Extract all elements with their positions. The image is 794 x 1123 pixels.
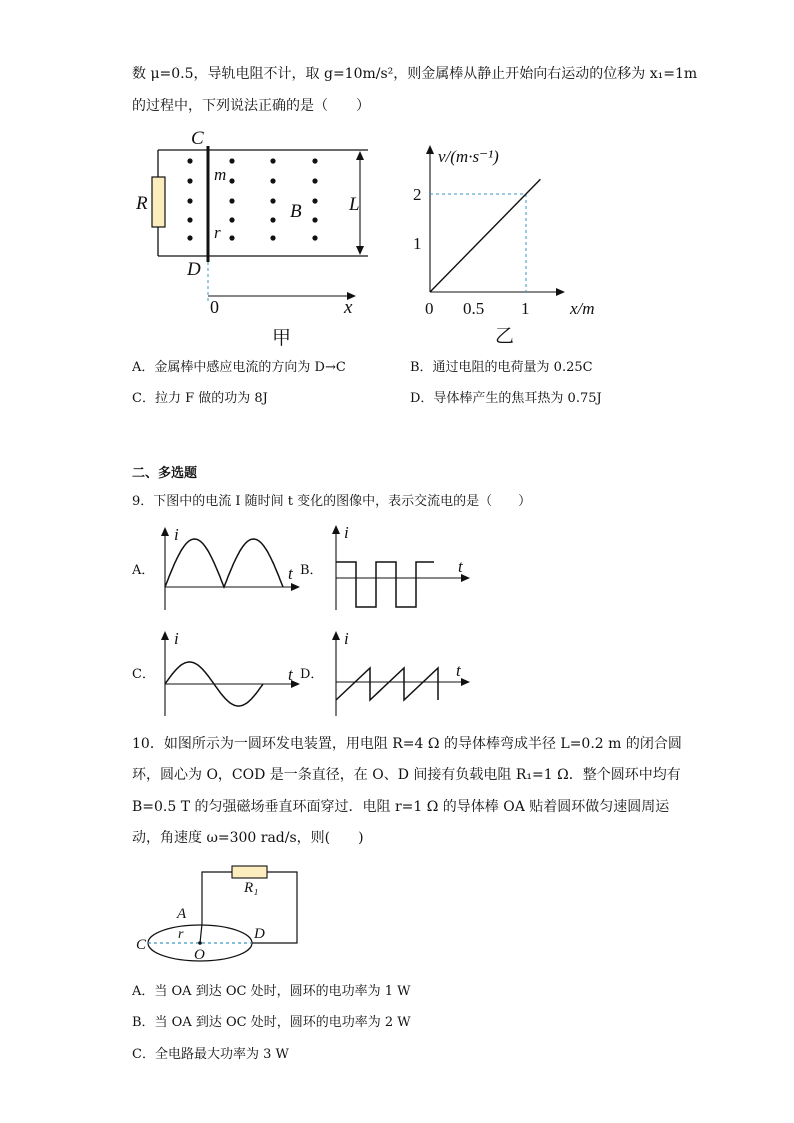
axis-i: i <box>344 629 349 648</box>
axis-t: t <box>288 665 293 684</box>
chart-series-line <box>430 179 540 292</box>
q8-stem-line1: 数 μ=0.5，导轨电阻不计，取 g=10m/s²，则金属棒从静止开始向右运动的位移为 x₁=1m <box>132 66 698 82</box>
axis-t: t <box>288 564 293 583</box>
q9-option-a-label[interactable]: A． <box>132 563 155 578</box>
axis-t: t <box>456 661 461 680</box>
chart-ytick-label: 1 <box>413 234 422 253</box>
rod-oa <box>200 924 202 943</box>
label-l: L <box>349 194 360 215</box>
axis-i: i <box>174 525 179 544</box>
resistor-r1 <box>232 866 267 878</box>
q10-stem-line3: B=0.5 T 的匀强磁场垂直环面穿过．电阻 r=1 Ω 的导体棒 OA 贴着圆环做匀速圆周运 <box>132 799 670 815</box>
q8-option-b[interactable]: B．通过电阻的电荷量为 0.25C <box>410 360 593 375</box>
label-r1: R₁ <box>244 880 259 896</box>
axis-i: i <box>174 629 179 648</box>
q9-graph-a <box>160 524 305 614</box>
q9-option-b-label[interactable]: B． <box>300 563 323 578</box>
q10-stem-line2: 环，圆心为 O，COD 是一条直径，在 O、D 间接有负载电阻 R₁=1 Ω．整个圆环中均有 <box>132 767 681 783</box>
label-c: C <box>191 128 204 149</box>
chart-xlabel: x/m <box>570 299 595 318</box>
resistor-r <box>152 177 165 227</box>
q8-option-c[interactable]: C．拉力 F 做的功为 8J <box>132 391 268 406</box>
label-b: B <box>290 201 302 222</box>
chart-xtick-label: 0 <box>425 299 434 318</box>
chart-ylabel: v/(m·s⁻¹) <box>438 147 499 166</box>
chart-ytick-label: 2 <box>413 185 422 204</box>
label-origin: 0 <box>210 297 219 317</box>
q10-ring-figure <box>132 860 312 970</box>
caption-jia: 甲 <box>272 328 292 349</box>
q9-graph-b <box>330 520 475 615</box>
section-heading: 二、多选题 <box>132 466 198 481</box>
square-wave <box>336 562 434 607</box>
q10-stem-line1: 10．如图所示为一圆环发电装置，用电阻 R=4 Ω 的导体棒弯成半径 L=0.2 m 的闭合圆 <box>132 736 682 752</box>
axis-t: t <box>458 557 463 576</box>
q9-graph-d <box>330 628 475 720</box>
axis-i: i <box>344 523 349 542</box>
figure-yi-chart <box>400 140 620 350</box>
q8-option-a[interactable]: A．金属棒中感应电流的方向为 D→C <box>132 360 346 375</box>
label-c: C <box>136 937 147 953</box>
q10-option-c[interactable]: C．全电路最大功率为 3 W <box>132 1047 289 1062</box>
q9-option-d-label[interactable]: D． <box>300 667 324 682</box>
q8-option-d[interactable]: D．导体棒产生的焦耳热为 0.75J <box>410 391 602 406</box>
label-r-small: r <box>214 223 221 242</box>
q8-stem-line2: 的过程中，下列说法正确的是（ ） <box>132 98 370 114</box>
label-d: D <box>254 926 265 942</box>
figure-jia <box>130 120 370 350</box>
label-x: x <box>344 297 353 318</box>
q10-option-b[interactable]: B．当 OA 到达 OC 处时，圆环的电功率为 2 W <box>132 1015 411 1030</box>
q10-stem-line4: 动，角速度 ω=300 rad/s，则( ) <box>132 830 364 846</box>
q10-option-a[interactable]: A．当 OA 到达 OC 处时，圆环的电功率为 1 W <box>132 984 411 999</box>
label-d: D <box>187 259 201 280</box>
q9-option-c-label[interactable]: C． <box>132 667 155 682</box>
q9-stem: 9．下图中的电流 I 随时间 t 变化的图像中，表示交流电的是（ ） <box>132 494 532 509</box>
label-r: r <box>178 927 184 942</box>
caption-yi: 乙 <box>495 326 515 347</box>
chart-xtick-label: 1 <box>521 299 530 318</box>
label-r-big: R <box>136 193 148 214</box>
label-o: O <box>194 947 205 963</box>
label-m: m <box>214 165 227 184</box>
sawtooth-wave <box>336 668 438 700</box>
label-a: A <box>177 906 187 922</box>
chart-xtick-label: 0.5 <box>463 299 485 318</box>
q9-graph-c <box>160 628 305 720</box>
rectified-sine-wave <box>165 539 283 587</box>
